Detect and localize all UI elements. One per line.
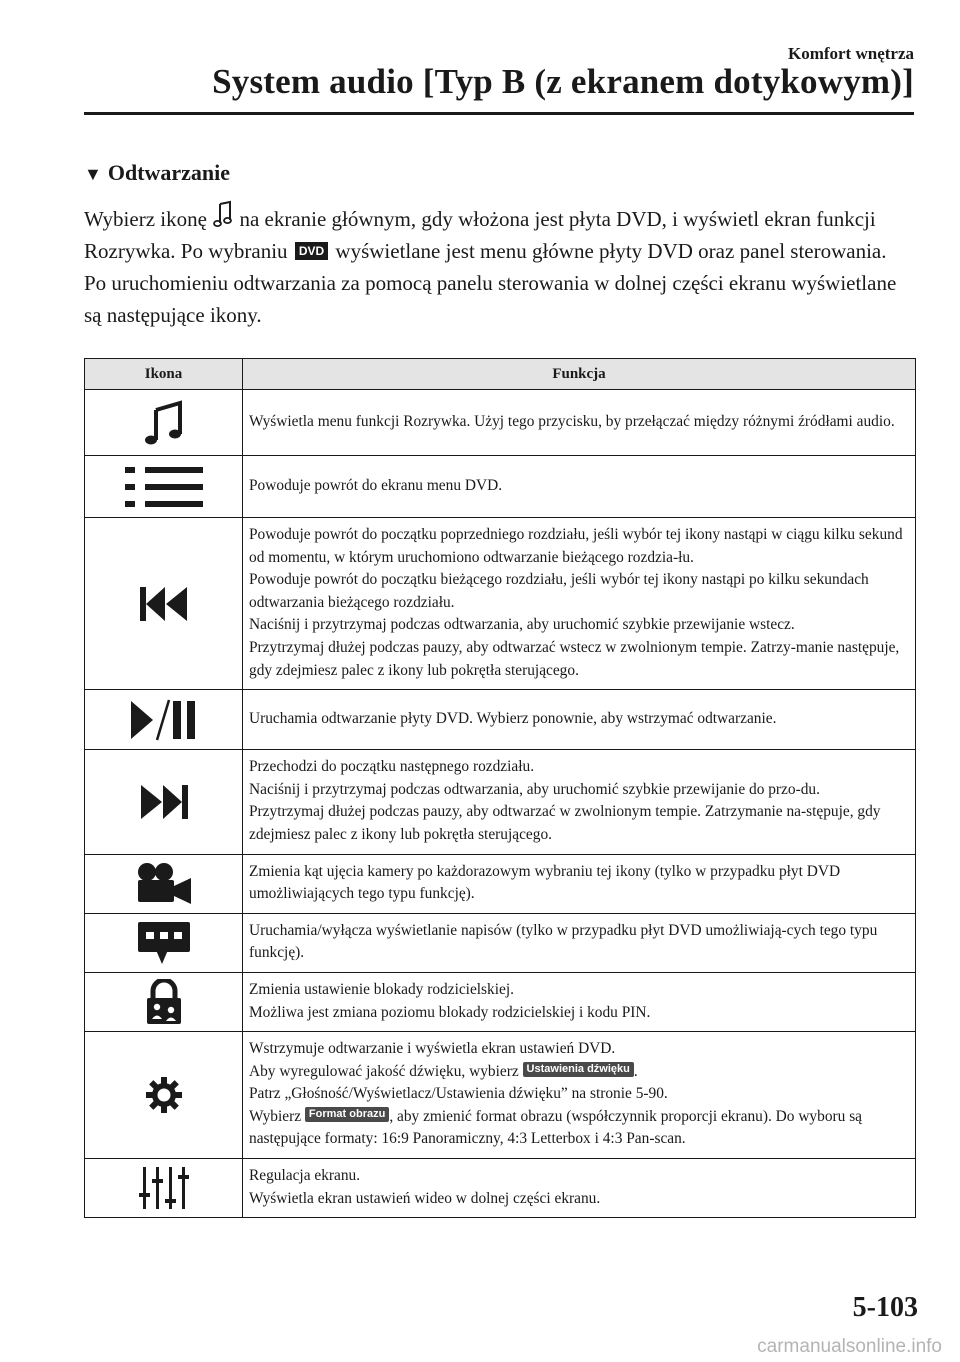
intro-text-c: wyświetlane jest menu główne płyty DVD oraz panel sterowania. (335, 239, 887, 263)
header-function: Funkcja (243, 359, 916, 390)
intro-text-b: na ekranie głównym, gdy włożona jest płyta DVD, i wyświetl ekran funkcji Rozrywka. Po wybraniu (84, 207, 876, 263)
skip-next-icon (139, 783, 189, 821)
table-row (85, 1032, 916, 1159)
music-note-icon (142, 398, 186, 448)
intro-paragraph-1 (84, 200, 916, 267)
movie-camera-icon (135, 862, 193, 906)
row-text (249, 1061, 909, 1084)
row-text: Wyświetla ekran ustawień wideo w dolnej części ekranu. (249, 1189, 601, 1207)
section-heading-text: Odtwarzanie (107, 160, 231, 185)
triangle-bullet-icon: ▼ (84, 164, 102, 184)
equalizer-sliders-icon (139, 1165, 189, 1211)
row-text: Możliwa jest zmiana poziomu blokady rodzicielskiej i kodu PIN. (249, 1003, 651, 1021)
chapter-label: Komfort wnętrza (787, 44, 914, 63)
row-text: Powoduje powrót do ekranu menu DVD. (249, 476, 503, 494)
row-text: Patrz „Głośność/Wyświetlacz/Ustawienia dźwięku” na stronie 5-90. (249, 1085, 668, 1103)
page-title: System audio [Typ B (z ekranem dotykowym)] (212, 62, 914, 101)
format-chip: Format obrazu (305, 1107, 389, 1122)
sound-settings-chip: Ustawienia dźwięku (523, 1062, 634, 1077)
row-text: Naciśnij i przytrzymaj podczas odtwarzania, aby uruchomić szybkie przewijanie wstecz. (249, 616, 795, 634)
table-row (85, 750, 916, 854)
row-text: Regulacja ekranu. (249, 1167, 361, 1185)
skip-previous-icon (139, 585, 189, 623)
row-text: Zmienia ustawienie blokady rodzicielskiej. (249, 980, 514, 998)
watermark: carmanualsonline.info (757, 1336, 942, 1357)
music-note-inline-icon (212, 200, 234, 230)
settings-text: , aby zmienić format obrazu (współczynnik proporcji ekranu). Do wyboru są następujące formaty: 16:9 Panoramiczny, 4:3 Letterbox i 4:3 Pan-scan. (249, 1107, 863, 1148)
table-row (85, 913, 916, 972)
table-row (85, 972, 916, 1031)
settings-text: Aby wyregulować jakość dźwięku, wybierz (249, 1062, 519, 1080)
list-menu-icon (125, 465, 203, 509)
row-text: Przechodzi do początku następnego rozdziału. (249, 758, 535, 776)
intro-text-a: Wybierz ikonę (84, 207, 207, 231)
section-heading (84, 160, 230, 186)
table-row (85, 1159, 916, 1218)
header-icon: Ikona (85, 359, 243, 390)
page-number: 5-103 (852, 1292, 918, 1323)
row-text: Uruchamia odtwarzanie płyty DVD. Wybierz ponownie, aby wstrzymać odtwarzanie. (249, 709, 777, 727)
subtitles-icon (136, 920, 192, 966)
row-text: Powoduje powrót do początku bieżącego rozdziału, jeśli wybór tej ikony nastąpi po kilku sekundach odtwarzania bieżącego rozdziału. (249, 571, 869, 611)
intro-text (84, 200, 916, 331)
row-text: Naciśnij i przytrzymaj podczas odtwarzania, aby uruchomić szybkie przewijanie do przo-du. (249, 780, 820, 798)
row-text: Przytrzymaj dłużej podczas pauzy, aby odtwarzać w zwolnionym tempie. Zatrzymanie na-stępuje, gdy zdejmiesz palec z ikony lub pokrętła sterującego. (249, 803, 881, 843)
table-row (85, 690, 916, 750)
row-text: Wstrzymuje odtwarzanie i wyświetla ekran ustawień DVD. (249, 1040, 616, 1058)
play-pause-icon (129, 699, 199, 741)
intro-paragraph-2: Po uruchomieniu odtwarzania za pomocą panelu sterowania w dolnej części ekranu wyświetlane są następujące ikony. (84, 271, 897, 327)
table-row (85, 518, 916, 690)
parental-lock-icon (144, 979, 184, 1025)
settings-text: Wybierz (249, 1107, 302, 1125)
row-text: Uruchamia/wyłącza wyświetlanie napisów (tylko w przypadku płyt DVD umożliwiają-cych tego typu funkcję). (249, 921, 878, 962)
table-row (85, 390, 916, 456)
row-text: Wyświetla menu funkcji Rozrywka. Użyj tego przycisku, by przełączać między różnymi źródłami audio. (249, 412, 895, 430)
table-row (85, 854, 916, 913)
table-row (85, 456, 916, 518)
row-text (249, 1106, 909, 1151)
settings-text: . (633, 1062, 638, 1080)
row-text: Zmienia kąt ujęcia kamery po każdorazowym wybraniu tej ikony (tylko w przypadku płyt DVD umożliwiających tego typu funkcję). (249, 862, 841, 903)
row-text: Przytrzymaj dłużej podczas pauzy, aby odtwarzać wstecz w zwolnionym tempie. Zatrzy-manie następuje, gdy zdejmiesz palec z ikony lub pokrętła sterującego. (249, 638, 900, 679)
dvd-button-chip: DVD (295, 242, 328, 260)
title-rule (84, 112, 914, 115)
icon-function-table (84, 358, 916, 1218)
gear-icon (145, 1076, 183, 1114)
row-text: Powoduje powrót do początku poprzedniego rozdziału, jeśli wybór tej ikony nastąpi w ciągu kilku sekund od momentu, w którym uruchomiono odtwarzanie bieżącego rozdzia-łu. (249, 526, 903, 566)
